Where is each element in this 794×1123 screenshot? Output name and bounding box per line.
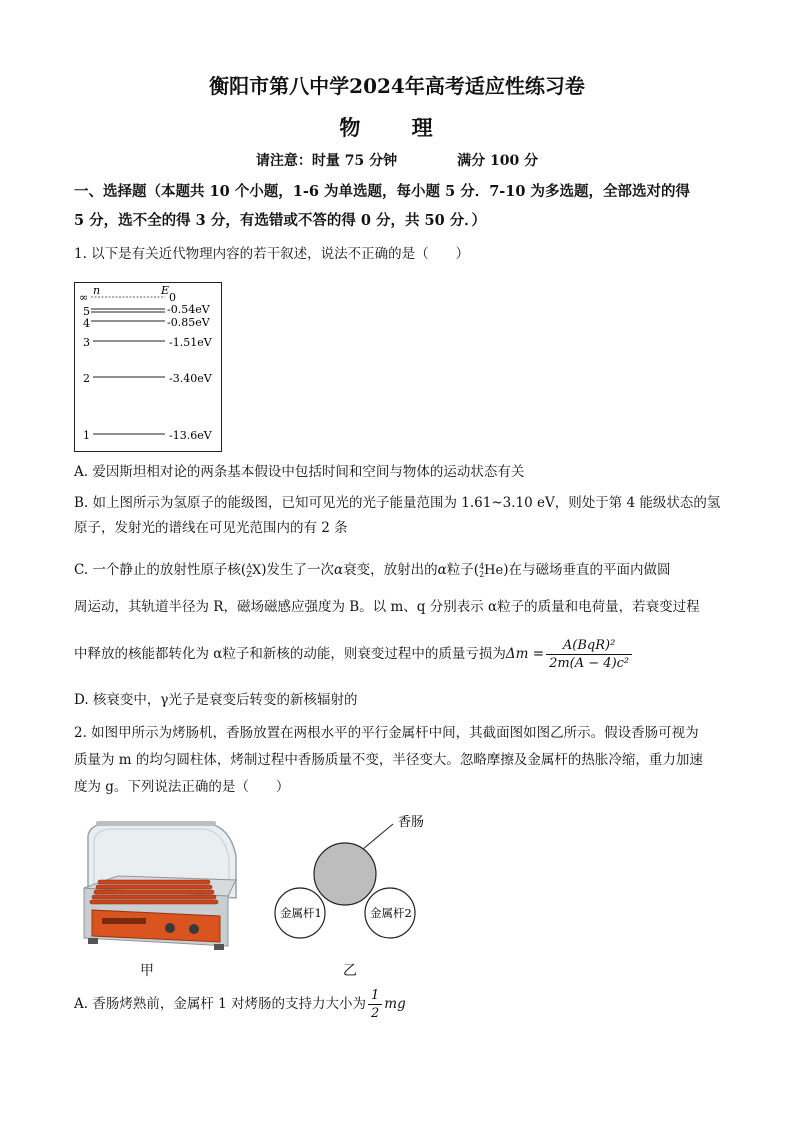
rod2-label: 金属杆2 [370,906,412,920]
notice-score: 满分 100 分 [457,153,539,169]
energy-level-diagram [74,282,222,452]
nucleus-he-charge: 2 [479,569,485,579]
level-n-inf: ∞ [79,291,89,304]
diagram-e-label: E [161,284,170,297]
q2-a-numerator: 1 [368,987,382,1005]
formula-denominator: 2m(A − 4)c² [549,656,630,671]
q2-option-a [74,984,726,1024]
q1-option-d: D. 核衰变中，γ光子是衰变后转变的新核辐射的 [74,692,358,708]
exam-notice [0,150,794,170]
figure-jia-caption: 甲 [140,963,154,979]
q1-option-b [74,491,726,541]
q1-c-text-5: )在与磁场垂直的平面内做圆 [503,562,671,578]
q1-c-text-6: 中释放的核能都转化为 α粒子和新核的动能，则衰变过程中的质量亏损为 [74,646,506,662]
cross-section-diagram [268,808,438,973]
q1-c-text-3: 衰变，放射出的 [343,562,438,578]
q2-stem-line2: 质量为 m 的均匀圆柱体，烤制过程中香肠质量不变，半径变大。忽略摩擦及金属杆的热胀冷缩，重力加速 [74,752,703,768]
figure-yi-caption: 乙 [343,963,357,979]
exam-title: 衡阳市第八中学2024年高考适应性练习卷 [209,74,585,98]
level-n-3: 3 [83,336,90,349]
level-n-4: 4 [83,317,90,330]
q2-stem [74,720,726,801]
q1-c-text-4: 粒子( [446,562,480,578]
alpha-symbol-2: α [437,562,447,578]
level-e-1: -13.6eV [169,429,212,442]
sausage-label: 香肠 [398,815,425,830]
q2-a-fraction [368,987,382,1022]
formula-fraction [546,637,632,672]
level-e-3: -1.51eV [169,336,212,349]
q1-option-b-line2: 原子，发射光的谱线在可见光范围内的有 2 条 [74,520,348,536]
diagram-n-label: n [93,284,101,297]
q2-a-mg: mg [384,996,406,1012]
q1-option-c-line2: 周运动，其轨道半径为 R，磁场磁感应强度为 B。以 m、q 分别表示 α粒子的质量和电荷量，若衰变过程 [74,599,700,615]
formula-lhs: Δm = [505,646,545,662]
level-e-4: -0.85eV [167,316,210,329]
q1-c-text-1: C. 一个静止的放射性原子核( [74,562,247,578]
section-line-1: 一、选择题（本题共 10 个小题，1-6 为单选题，每小题 5 分．7-10 为多选题，全部选对的得 [74,183,691,200]
nucleus-x-charge: Z [246,569,252,579]
notice-time: 请注意：时量 75 分钟 [255,153,398,169]
formula-numerator: A(BqR)² [546,637,632,655]
q2-stem-line3: 度为 g。下列说法正确的是（ ） [74,779,290,795]
sausage-leader-line [363,824,393,849]
rod1-label: 金属杆1 [280,906,322,920]
nucleus-x [246,558,261,583]
q2-stem-line1: 2. 如图甲所示为烤肠机，香肠放置在两根水平的平行金属杆中间，其截面图如图乙所示。假设香肠可视为 [74,725,699,741]
sausage-roller-machine-image [78,818,238,958]
level-n-5: 5 [83,305,90,318]
q1-option-b-line1: B. 如上图所示为氢原子的能级图，已知可见光的光子能量范围为 1.61~3.10 eV，则处于第 4 能级状态的氢 [74,495,721,511]
alpha-symbol-1: α [334,562,344,578]
q1-stem: 1. 以下是有关近代物理内容的若干叙述，说法不正确的是（ ） [74,246,470,262]
level-e-inf: 0 [169,291,176,304]
subject-title: 物 理 [339,115,455,140]
level-n-1: 1 [83,429,90,442]
nucleus-x-mass: A [246,561,252,571]
section-line-2: 5 分，选不全的得 3 分，有选错或不答的得 0 分，共 50 分．） [74,212,487,229]
q1-option-a: A. 爱因斯坦相对论的两条基本假设中包括时间和空间与物体的运动状态有关 [74,464,525,480]
level-e-2: -3.40eV [169,372,212,385]
nucleus-he-symbol: He [484,563,504,578]
nucleus-he [479,558,503,583]
nucleus-he-mass: 4 [479,561,485,571]
sausage-circle [314,843,376,905]
q1-option-c-line3 [74,634,726,674]
section-heading [74,177,724,235]
q1-option-c-line1 [74,558,726,583]
level-e-5: -0.54eV [167,303,210,316]
nucleus-x-symbol: X [251,563,262,578]
q2-a-denominator: 2 [371,1006,380,1021]
q2-a-text: A. 香肠烤熟前，金属杆 1 对烤肠的支持力大小为 [74,996,367,1012]
q1-c-text-2: )发生了一次 [261,562,335,578]
level-n-2: 2 [83,372,90,385]
